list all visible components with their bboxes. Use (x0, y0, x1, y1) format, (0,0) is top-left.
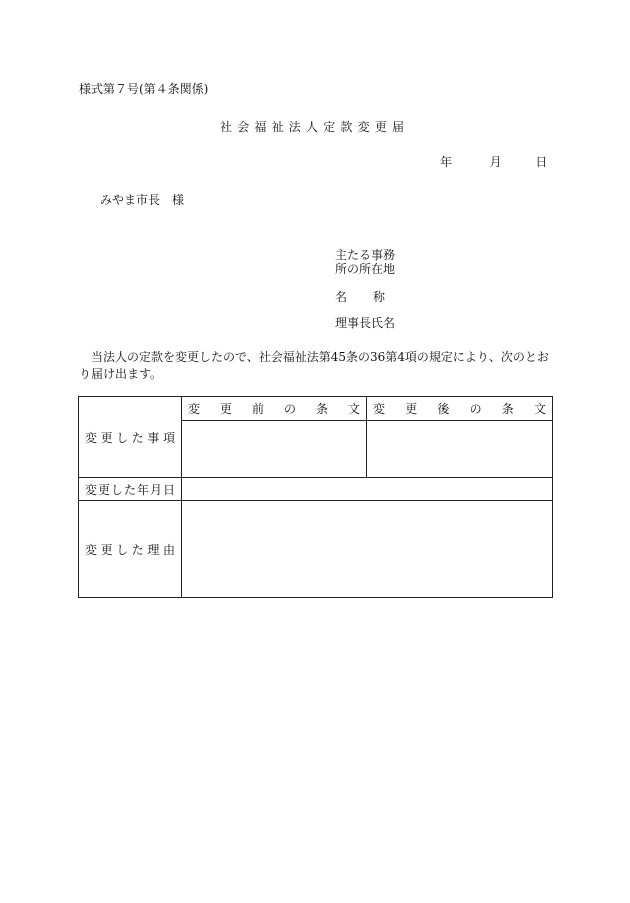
addressee: みやま市長 様 (100, 193, 185, 207)
office-address-label-line1: 主たる事務 (335, 248, 396, 262)
table-row (79, 478, 553, 501)
table-row (79, 501, 553, 598)
after-text-cell[interactable] (367, 421, 553, 478)
date-year-label: 年 (440, 155, 453, 169)
change-reason-cell[interactable] (182, 501, 553, 598)
after-text-header: 変更後の条文 (367, 397, 553, 421)
change-table (78, 396, 553, 598)
name-label-char2: 称 (373, 290, 386, 304)
before-text-header: 変更前の条文 (182, 397, 367, 421)
change-date-label: 変更した年月日 (79, 478, 182, 501)
form-number: 様式第７号(第４条関係) (79, 82, 209, 96)
date-month-label: 月 (489, 155, 502, 169)
before-text-cell[interactable] (182, 421, 367, 478)
chairman-name-label: 理事長氏名 (335, 316, 396, 330)
table-row (79, 397, 553, 421)
change-reason-label: 変更した理由 (79, 501, 182, 598)
office-address-label-line2: 所の所在地 (335, 262, 396, 276)
name-label-char1: 名 (335, 290, 348, 304)
changed-items-label: 変更した事項 (79, 397, 182, 478)
name-label (335, 290, 385, 304)
date-day-label: 日 (535, 155, 548, 169)
date-line (440, 155, 547, 169)
body-text: 当法人の定款を変更したので、社会福祉法第45条の36第4項の規定により、次のとおり届け出ます。 (79, 350, 549, 381)
form-title: 社会福祉法人定款変更届 (220, 120, 410, 134)
change-date-cell[interactable] (182, 478, 553, 501)
